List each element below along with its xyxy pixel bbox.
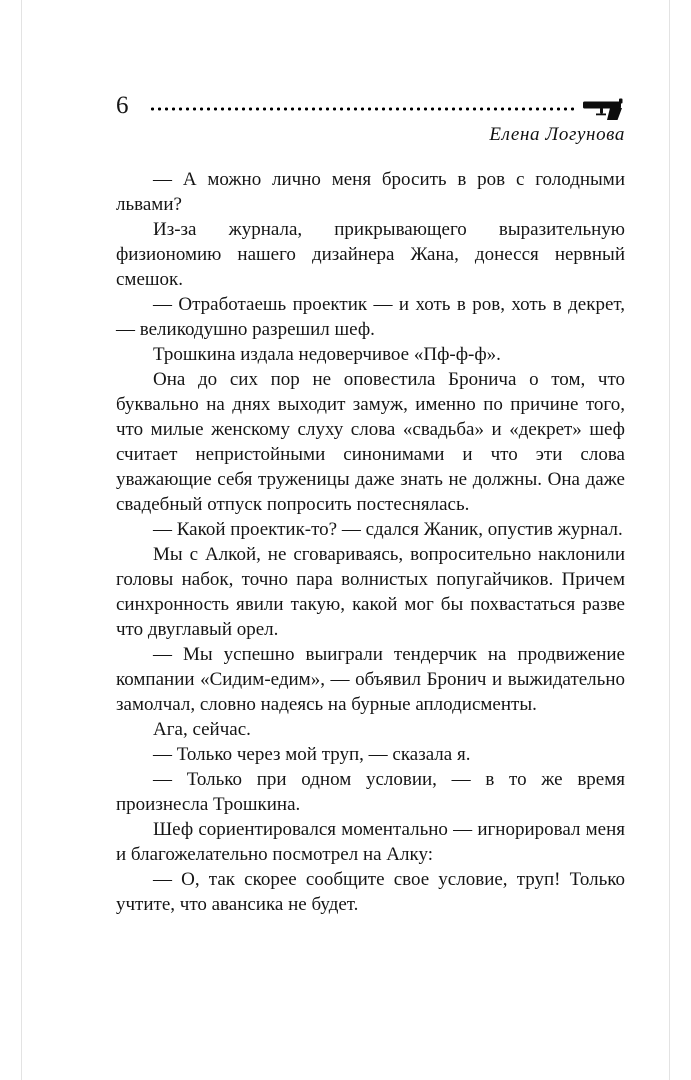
paragraph: — Мы успешно выиграли тендерчик на продвижение компании «Сидим-едим», — объявил Бронич и выжидательно замолчал, словно надеясь на бурные аплодисменты. xyxy=(116,644,625,715)
page-text xyxy=(116,167,625,917)
page-number: 6 xyxy=(116,92,129,119)
header-divider-row xyxy=(149,97,626,121)
paragraph: — Только через мой труп, — сказала я. xyxy=(153,744,471,765)
paragraph: — Отработаешь проектик — и хоть в ров, хоть в декрет, — великодушно разрешил шеф. xyxy=(116,294,625,340)
paragraph: Мы с Алкой, не сговариваясь, вопросительно наклонили головы набок, точно пара волнистых попугайчиков. Причем синхронность явили такую, какой мог бы похвастаться разве что двуглавый орел. xyxy=(116,544,625,640)
paragraph: — Какой проектик-то? — сдался Жаник, опустив журнал. xyxy=(153,519,623,540)
page-header xyxy=(116,90,625,146)
paragraph: — Только при одном условии, — в то же время произнесла Трошкина. xyxy=(116,769,625,815)
paragraph: Из-за журнала, прикрывающего выразительную физиономию нашего дизайнера Жана, донесся нервный смешок. xyxy=(116,219,625,290)
paragraph: — О, так скорее сообщите свое условие, труп! Только учтите, что авансика не будет. xyxy=(116,869,625,915)
paragraph: Шеф сориентировался моментально — игнорировал меня и благожелательно посмотрел на Алку: xyxy=(116,819,625,865)
pistol-icon xyxy=(583,97,625,121)
paragraph: Она до сих пор не оповестила Бронича о том, что буквально на днях выходит замуж, именно по причине того, что милые женскому слуху слова «свадьба» и «декрет» шеф считает непристойными синонимами и что эти слова уважающие себя труженицы даже знать не должны. Она даже свадебный отпуск попросить постеснялась. xyxy=(116,369,625,515)
paragraph: — А можно лично меня бросить в ров с голодными львами? xyxy=(116,169,625,215)
paragraph: Трошкина издала недоверчивое «Пф-ф-ф». xyxy=(153,344,501,365)
dotted-rule xyxy=(149,107,577,111)
paragraph: Ага, сейчас. xyxy=(153,719,251,740)
author-name: Елена Логунова xyxy=(489,124,625,145)
header-right xyxy=(149,90,626,146)
